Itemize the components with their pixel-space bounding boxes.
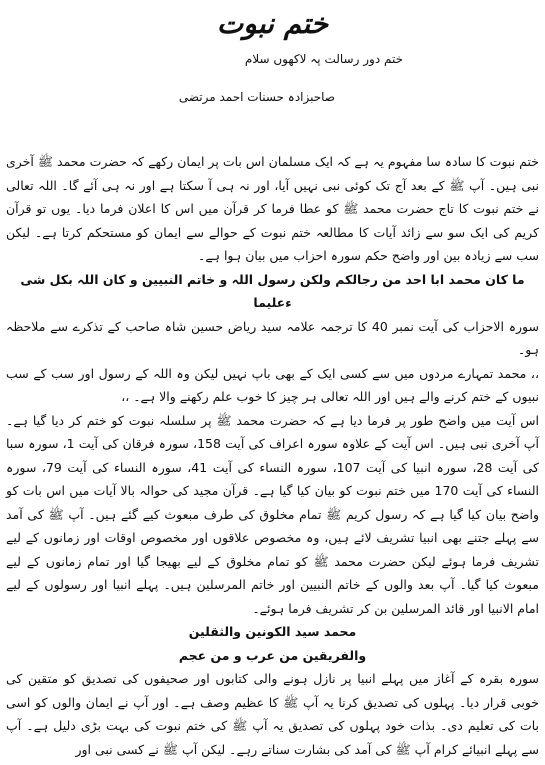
paragraph: سورہ بقرہ کے آغاز میں پہلے انبیا پر نازل ہونے والی کتابوں اور صحیفوں کی تصدیق کو متقین کی خوبی قرار دیا۔ پہلوں کی تصدیق کرنا یہ آپ ﷺ کا عظیم وصف ہے۔ اور آپ نے ایمان والوں کو اسی بات کی تعلیم دی۔ بذات خود پہلوں کی تصدیق یہ آپ ﷺ کی ختم نبوت کی بہت بڑی دلیل ہے۔ آپ سے پہلے انبیائے کرام آپ ﷺ کی آمد کی بشارت سناتے رہے۔ لیکن آپ ﷺ نے کسی نبی اور — [6, 671, 539, 757]
paragraph: اس آیت میں واضح طور پر فرما دیا ہے کہ حضرت محمد ﷺ پر سلسلہ نبوت کو ختم کر دیا گیا ہے۔ آپ آخری نبی ہیں۔ اس آیت کے علاوہ سورہ اعراف کی آیت 158، سورہ فرقان کی آیت 1، سورہ سبا کی آیت 28، سورہ انبیا کی آیت 107، سورہ النساء کی آیت 41، سورہ النساء کی آیت 79، سورہ النساء کی آیت 170 میں ختم نبوت کو بیان کیا گیا ہے۔ قرآن مجید کی حوالہ بالا آیات میں اس بات کو واضح بیان کیا گیا ہے کہ رسول کریم ﷺ تمام مخلوق کی طرف مبعوث کیے گئے ہیں۔ آپ ﷺ کی آمد سے پہلے جتنے بھی انبیا تشریف لائے ہیں، وہ مخصوص علاقوں اور مخصوص اوقات اور زمانوں کے لیے تشریف فرما ہوئے لیکن حضرت محمد ﷺ کو تمام مخلوق کے لیے بھیجا گیا اور تمام زمانوں کے لیے مبعوث کیا گیا۔ آپ بعد والوں کے خاتم النبیین اور خاتم المرسلین ہیں۔ پہلے انبیا اور رسولوں کے لیے امام الانبیا اور قائد المرسلین بن کر تشریف فرما ہوئے۔ — [6, 412, 540, 616]
article-title: ختم نبوت — [216, 7, 329, 40]
article-body — [6, 150, 539, 761]
quran-verse: ما کان محمد ابا احد من رجالکم ولکن رسول اللہ و خاتم النبیین و کان اللہ بکل شی ءعلیما — [20, 271, 525, 310]
article-subtitle: ختم دور رسالت پہ لاکھوں سلام — [244, 52, 403, 66]
paragraph: ختم نبوت کا سادہ سا مفہوم یہ ہے کہ ایک مسلمان اس بات پر ایمان رکھے کہ حضرت محمد ﷺ آخری نبی ہیں۔ آپ ﷺ کے بعد آج تک کوئی نبی نہیں آیا، اور نہ ہی آ سکتا ہے اور نہ ہی آئے گا۔ اللہ تعالی نے ختم نبوت کا تاج حضرت محمد ﷺ کو عطا فرما کر قرآن میں اس کا اعلان فرما دیا۔ یوں تو قرآن کریم کی ایک سو سے زائد آیات کا مطالعہ ختم نبوت کے حوالے سے ایمان کو مستحکم کرتا ہے۔ لیکن سب سے زیادہ بین اور واضح حکم سورہ احزاب میں بیان ہوا ہے۔ — [6, 154, 539, 263]
couplet-line: محمد سید الکونین والثقلین — [188, 624, 357, 639]
couplet-line: والفریقین من عرب و من عجم — [178, 647, 367, 663]
article-author: صاحبزادہ حسنات احمد مرتضی — [178, 90, 335, 104]
paragraph: سورہ الاحزاب کی آیت نمبر 40 کا ترجمہ علامہ سید ریاض حسین شاہ صاحب کے تذکرے سے ملاحظہ ہو۔ — [6, 318, 539, 357]
paragraph: ،، محمد تمہارے مردوں میں سے کسی ایک کے بھی باپ نہیں لیکن وہ اللہ کے رسول اور سب کے سب نبیوں کے ختم کرنے والے ہیں اور اللہ تعالی ہر چیز کا خوب علم رکھنے والا ہے۔ ،، — [6, 365, 539, 404]
